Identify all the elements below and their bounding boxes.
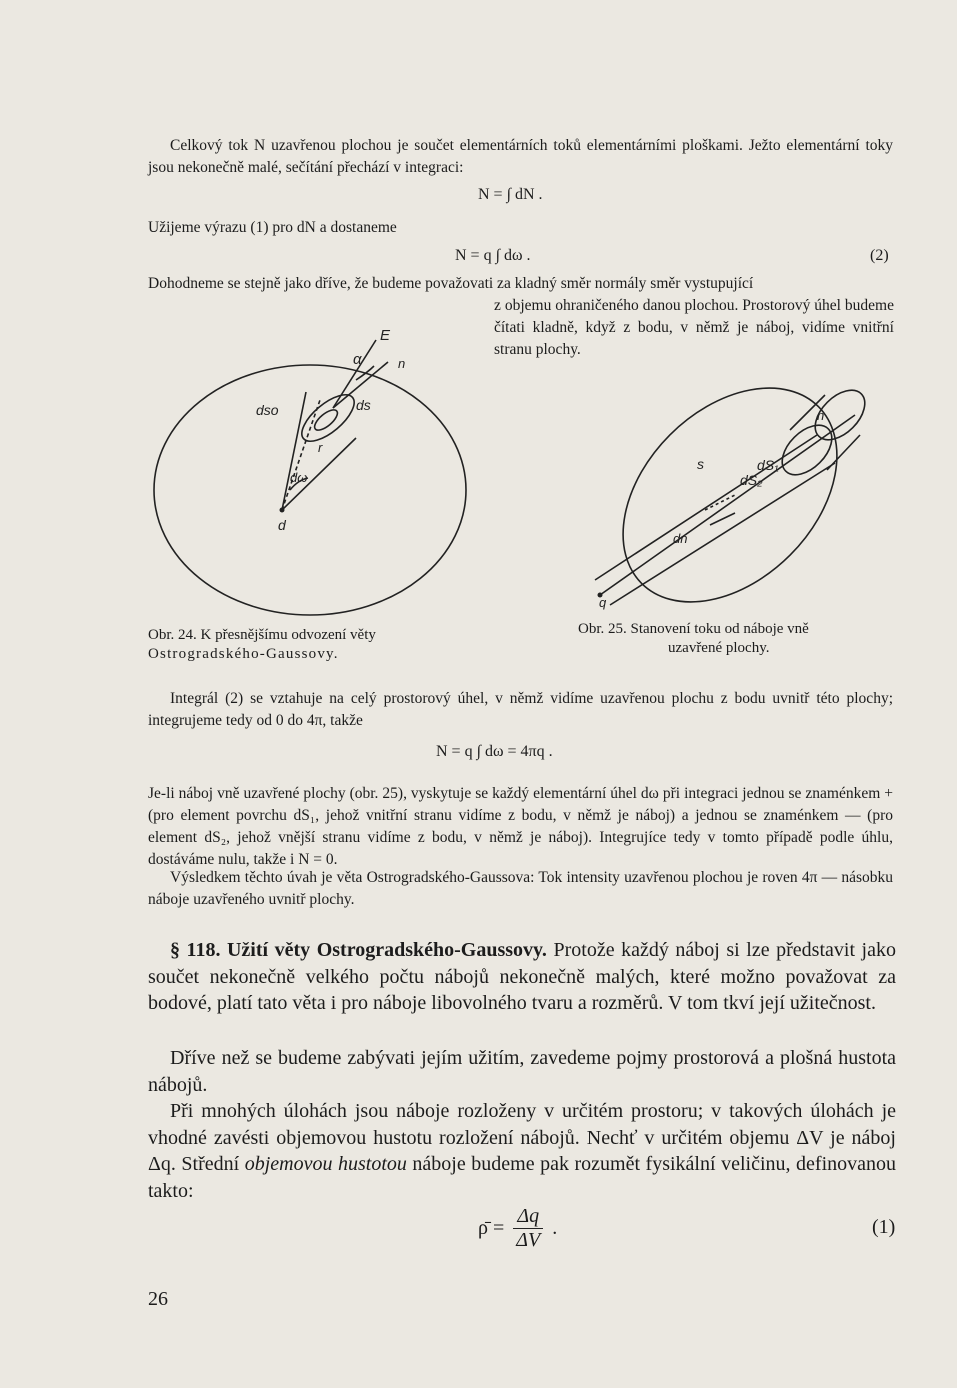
equation-tail: . (552, 1217, 558, 1239)
caption-figure-25-line-2: uzavřené plochy. (668, 640, 770, 656)
equation-n-4piq: N = q ∫ dω = 4πq . (436, 743, 553, 760)
equation-number-1: (1) (872, 1216, 896, 1238)
paragraph-text: Integrál (2) se vztahuje na celý prostorový úhel, v němž vidíme uzavřenou plochu z bodu uvnitř této plochy; integrujeme tedy od 0 do 4π, takže (148, 690, 893, 729)
equation-mean-density (478, 1205, 557, 1252)
figure-25-outside-charge (555, 375, 885, 610)
fraction-denominator: ΔV (516, 1229, 541, 1251)
paragraph-volume-density (148, 1098, 896, 1204)
paragraph-text: Celkový tok N uzavřenou plochou je součet elementárních toků elementárními ploškami. Ježto elementární toky jsou nekonečně malé, sečítání přechází v integraci: (148, 137, 893, 176)
label-n: n (398, 356, 406, 371)
label-s: s (697, 456, 704, 472)
label-ds2: dS₂ (740, 472, 763, 488)
label-domega: dω (290, 470, 308, 485)
ray-lower (610, 463, 835, 605)
ray-upper (595, 435, 817, 580)
caption-figure-24-line-2: Ostrogradského-Gaussovy. (148, 646, 339, 662)
fraction-numerator: Δq (513, 1205, 543, 1229)
closed-surface-outline (154, 365, 466, 615)
page-number: 26 (148, 1288, 168, 1310)
caption-figure-25-line-1: Obr. 25. Stanovení toku od náboje vně (578, 621, 809, 637)
figure-24-sphere-cone (148, 320, 478, 630)
paragraph-theorem-result (148, 867, 893, 911)
equation-number-2: (2) (870, 247, 889, 264)
section-heading-118: § 118. Užití věty Ostrogradského-Gaussovy. (170, 939, 547, 961)
paragraph-solid-angle-positive: z objemu ohraničeného danou plochou. Prostorový úhel budeme čítati kladně, když z bodu, v němž je náboj, vidíme vnitřní stranu plochy. (494, 297, 894, 358)
paragraph-before-using (148, 1045, 896, 1098)
label-ds0: dso (256, 402, 279, 418)
equation-n-q-integral-domega: N = q ∫ dω . (455, 247, 531, 264)
caption-figure-24-line-1: Obr. 24. K přesnějšímu odvození věty (148, 627, 376, 643)
paragraph-text: Výsledkem těchto úvah je věta Ostrogradského-Gaussova: Tok intensity uzavřenou plochou je roven 4π — násobku náboje uzavřeného uvnitř plochy. (148, 869, 893, 908)
paragraph-text: Při mnohých úlohách jsou náboje rozloženy v určitém prostoru; v takových úlohách je vhodné zavésti objemovou hustotu rozložení nábojů. Nechť v určitém objemu ΔV je náboj Δq. Střední (148, 1100, 896, 1175)
label-dn: dn (673, 531, 688, 546)
cone-edge-left (282, 392, 306, 510)
label-n: n (817, 408, 825, 423)
label-e: E (380, 327, 391, 344)
label-r: r (318, 440, 323, 455)
label-d: d (278, 517, 286, 533)
paragraph-text: Dříve než se budeme zabývati jejím užitím, zavedeme pojmy prostorová a plošná hustota nábojů. (148, 1047, 896, 1096)
paragraph-total-flux (148, 135, 893, 179)
paragraph-use-expression: Užijeme výrazu (1) pro dN a dostaneme (148, 219, 397, 236)
charge-point (280, 508, 285, 513)
label-alpha: α (353, 351, 362, 368)
emphasis-volume-density: objemovou hustotou (244, 1153, 407, 1175)
paragraph-normal-direction: Dohodneme se stejně jako dříve, že budeme považovati za kladný směr normály směr vystupující (148, 275, 754, 292)
ray-from-charge (600, 415, 855, 595)
paragraph-text: Protože každý náboj si lze představit jako součet nekonečně velkého počtu nábojů nekonečně malých, které možno považovat za bodové, platí tato věta i pro náboje libovolného tvaru a rozměrů. V tom tkví její užitečnost. (148, 939, 896, 1014)
fraction (513, 1205, 543, 1252)
label-ds: ds (356, 397, 371, 413)
paragraph-outside-charge: Je-li náboj vně uzavřené plochy (obr. 25), vyskytuje se každý elementární úhel dω při integraci jednou se znaménkem + (pro element povrchu dS₁, jehož vnitřní stranu vidíme z bodu, v němž je náboj) a jednou se znaménkem — (pro element dS₂, jehož vnější stranu vidíme z bodu, v němž je náboj). Integrujíce tedy v tomto případě podle úhlu, dostáváme nulu, takže i N = 0. (148, 785, 893, 868)
paragraph-integral-4pi (148, 688, 893, 732)
equation-n-integral-dn: N = ∫ dN . (478, 186, 543, 203)
paragraph-section-118 (148, 937, 896, 1017)
paragraph-text: náboje budeme pak rozumět fysikální veličinu, definovanou takto: (148, 1153, 896, 1202)
label-q: q (599, 595, 607, 610)
equation-lhs-rho: ρ̄ = (478, 1217, 505, 1239)
label-ds1: dS₁ (757, 457, 779, 473)
